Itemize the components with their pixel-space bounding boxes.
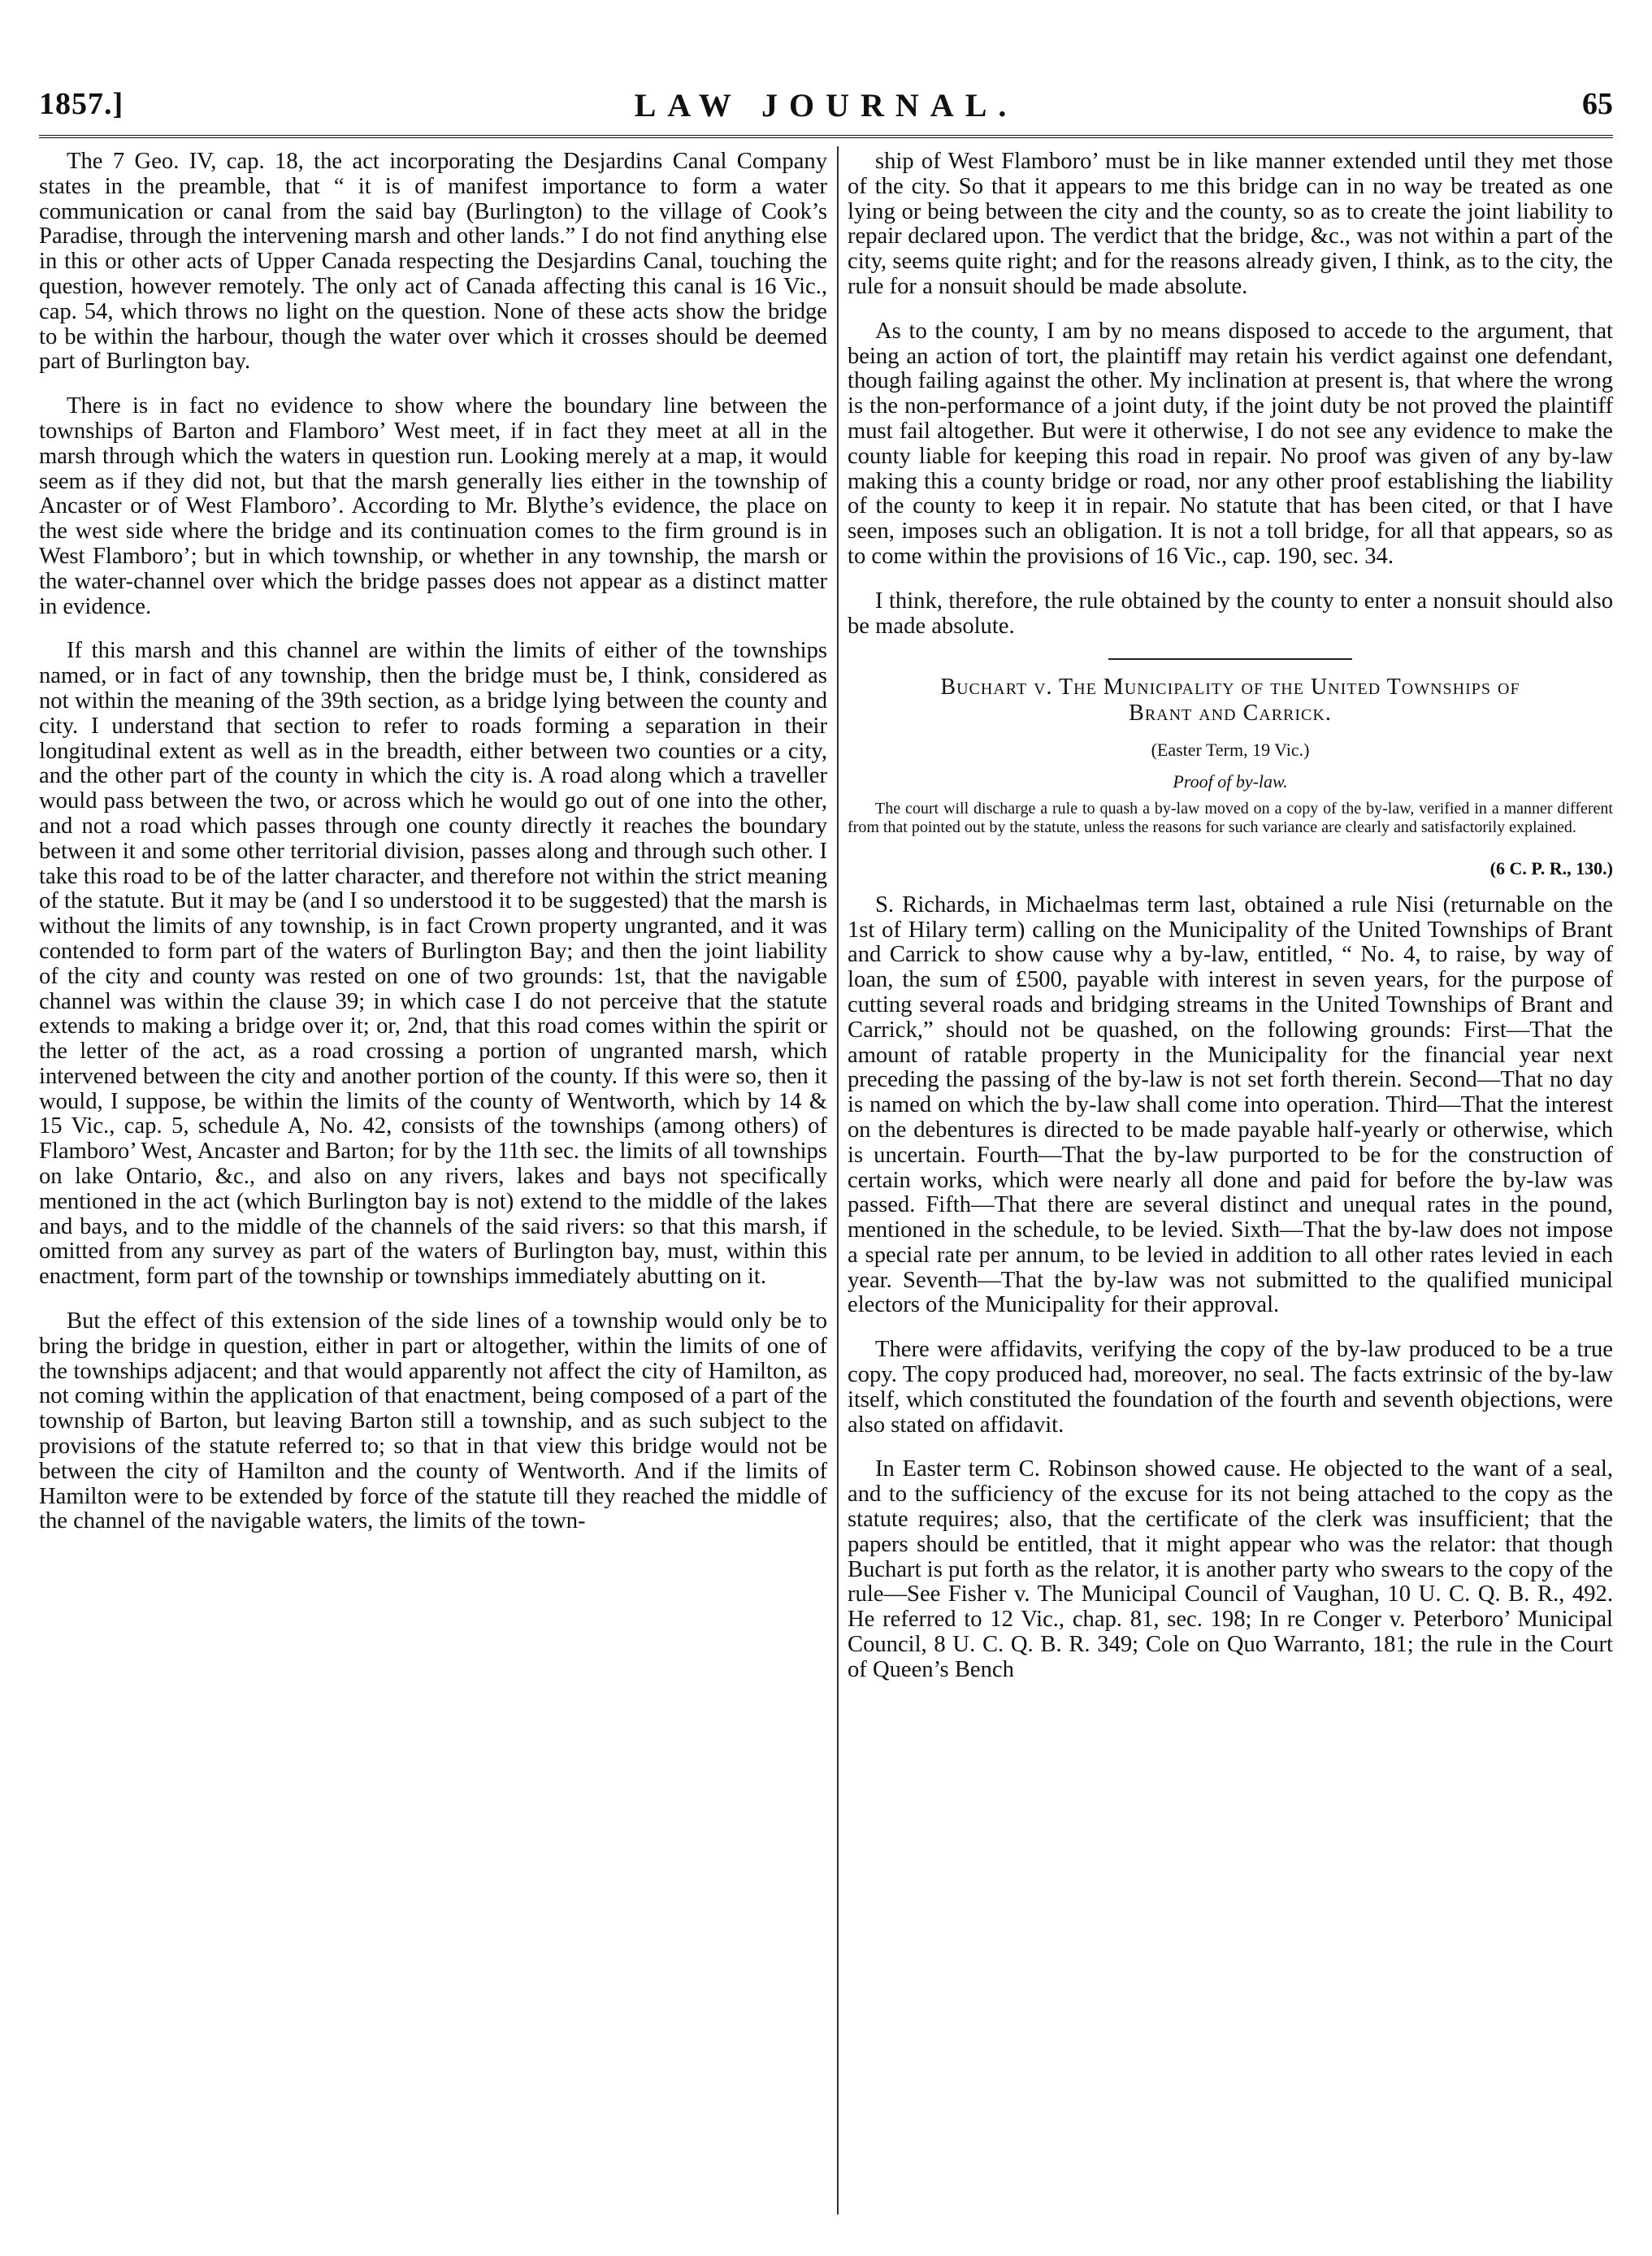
page-number: 65 xyxy=(1582,87,1613,121)
journal-title: LAW JOURNAL. xyxy=(634,87,1018,124)
header-year: 1857.] xyxy=(39,87,124,121)
case-headnote: The court will discharge a rule to quash a by-law moved on a copy of the by-law, verified in a manner different from that pointed out by the statute, unless the reasons for such variance are clearly and satisfactorily explained. xyxy=(848,799,1613,836)
paragraph: ship of West Flamboro’ must be in like manner extended until they met those of the city. So that it appears to me this bridge can in no way be treated as one lying or being between the city and the county, so as to create the joint liability to repair declared upon. The verdict that the bridge, &c., was not within a part of the city, seems quite right; and for the reasons already given, I think, as to the city, the rule for a nonsuit should be made absolute. xyxy=(848,149,1613,299)
paragraph: There is in fact no evidence to show where the boundary line between the townships of Barton and Flamboro’ West meet, if in fact they meet at all in the marsh through which the waters in question run. Looking merely at a map, it would seem as if they did not, but that the marsh generally lies either in the township of Ancaster or of West Flamboro’. According to Mr. Blythe’s evidence, the place on the west side where the bridge and its continuation comes to the firm ground is in West Flamboro’; but in which township, or whether in any township, the marsh or the water-channel over which the bridge passes does not appear as a distinct matter in evidence. xyxy=(39,393,827,619)
paragraph: If this marsh and this channel are within the limits of either of the townships named, or in fact of any township, then the bridge must be, I think, considered as not within the meaning of the 39th section, as a bridge lying between the county and city. I understand that section to refer to roads forming a separation in their longitudinal extent as well as in the breadth, either between two counties or a city, and the other part of the county in which the city is. A road along which a traveller would pass between the two, or across which he would go out of one into the other, and not a road which passes through one county directly it reaches the boundary between it and some other territorial division, passes along and through such other. I take this road to be of the latter character, and therefore not within the strict meaning of the statute. But it may be (and I so understood it to be suggested) that the marsh is without the limits of any township, is in fact Crown property ungranted, and it was contended to form part of the waters of Burlington Bay; and then the joint liability of the city and county was rested on one of two grounds: 1st, that the navigable channel was within the clause 39; in which case I do not perceive that the statute extends to making a bridge over it; or, 2nd, that this road comes within the spirit or the letter of the act, as a road crossing a portion of ungranted marsh, which intervened between the city and another portion of the county. If this were so, then it would, I suppose, be within the limits of the county of Wentworth, which by 14 & 15 Vic., cap. 5, schedule A, No. 42, consists of the townships (among others) of Flamboro’ West, Ancaster and Barton; for by the 11th sec. the limits of all townships on lake Ontario, &c., and also on any rivers, lakes and bays not specifically mentioned in the act (which Burlington bay is not) extend to the middle of the lakes and bays, and to the middle of the channels of the said rivers: so that this marsh, if omitted from any survey as part of the waters of Burlington bay, must, within this enactment, form part of the township or townships immediately abutting on it. xyxy=(39,638,827,1290)
journal-page xyxy=(39,81,1613,2210)
case-subject: Proof of by-law. xyxy=(1173,771,1288,792)
paragraph: In Easter term C. Robinson showed cause. He objected to the want of a seal, and to the sufficiency of the excuse for its not being attached to the copy as the statute requires; also, that the certificate of the clerk was insufficient; that the papers should be entitled, that it might appear who was the relator: that though Buchart is put forth as the relator, it is another party who swears to the copy of the rule—See Fisher v. The Municipal Council of Vaughan, 10 U. C. Q. B. R., 492. He referred to 12 Vic., chap. 81, sec. 198; In re Conger v. Peterboro’ Municipal Council, 8 U. C. Q. B. R. 349; Cole on Quo Warranto, 181; the rule in the Court of Queen’s Bench xyxy=(848,1456,1613,1682)
paragraph: As to the county, I am by no means disposed to accede to the argument, that being an action of tort, the plaintiff may retain his verdict against one defendant, though failing against the other. My inclination at present is, that where the wrong is the non-performance of a joint duty, if the joint duty be not proved the plaintiff must fail altogether. But were it otherwise, I do not see any evidence to make the county liable for keeping this road in repair. No proof was given of any by-law making this a county bridge or road, nor any other proof establishing the liability of the county to keep it in repair. No statute that has been cited, or that I have seen, imposes such an obligation. It is not a toll bridge, for all that appears, so as to come within the provisions of 16 Vic., cap. 190, sec. 34. xyxy=(848,318,1613,569)
case-separator-rule xyxy=(1108,658,1352,660)
paragraph: S. Richards, in Michaelmas term last, obtained a rule Nisi (returnable on the 1st of Hilary term) calling on the Municipality of the United Townships of Brant and Carrick to show cause why a by-law, entitled, “ No. 4, to raise, by way of loan, the sum of £500, payable with interest in seven years, for the purpose of cutting several roads and bridging streams in the United Townships of Brant and Carrick,” should not be quashed, on the following grounds: First—That the amount of ratable property in the Municipality for the financial year next preceding the passing of the by-law is not set forth therein. Second—That no day is named on which the by-law shall come into operation. Third—That the interest on the debentures is directed to be made payable half-yearly or otherwise, which is uncertain. Fourth—That the by-law purported to be for the construction of certain works, which were nearly all done and paid for before the by-law was passed. Fifth—That there are several distinct and unequal rates in the pound, mentioned in the schedule, to be levied. Sixth—That the by-law does not impose a special rate per annum, to be levied in addition to all other rates levied in each year. Seventh—That the by-law was not submitted to the qualified municipal electors of the Municipality for their approval. xyxy=(848,892,1613,1318)
right-column xyxy=(848,150,1613,1703)
column-divider xyxy=(837,146,839,2215)
paragraph: I think, therefore, the rule obtained by the county to enter a nonsuit should also be made absolute. xyxy=(848,588,1613,639)
left-column xyxy=(39,150,827,1554)
paragraph: But the effect of this extension of the side lines of a township would only be to bring the bridge in question, either in part or altogether, within the limits of one of the townships adjacent; and that would apparently not affect the city of Hamilton, as not coming within the application of that enactment, being composed of a part of the township of Barton, but leaving Barton still a township, and as such subject to the provisions of the statute referred to; so that in that view this bridge would not be between the city of Hamilton and the county of Wentworth. And if the limits of Hamilton were to be extended by force of the statute till they reached the middle of the channel of the navigable waters, the limits of the town- xyxy=(39,1308,827,1534)
case-title-line: Brant and Carrick. xyxy=(1129,701,1332,727)
case-term: (Easter Term, 19 Vic.) xyxy=(1151,740,1310,761)
running-header xyxy=(39,81,1613,124)
header-rule xyxy=(39,135,1613,138)
case-title xyxy=(848,675,1613,727)
paragraph: There were affidavits, verifying the copy of the by-law produced to be a true copy. The copy produced had, moreover, no seal. The facts extrinsic of the by-law itself, which constituted the foundation of the fourth and seventh objections, were also stated on affidavit. xyxy=(848,1337,1613,1438)
case-title-line: Buchart v. The Municipality of the United Townships of xyxy=(940,675,1520,701)
case-citation: (6 C. P. R., 130.) xyxy=(1489,857,1613,879)
paragraph: The 7 Geo. IV, cap. 18, the act incorporating the Desjardins Canal Company states in the preamble, that “ it is of manifest importance to form a water communication or canal from the said bay (Burlington) to the village of Cook’s Paradise, through the intervening marsh and other lands.” I do not find anything else in this or other acts of Upper Canada respecting the Desjardins Canal, touching the question, however remotely. The only act of Canada affecting this canal is 16 Vic., cap. 54, which throws no light on the question. None of these acts show the bridge to be within the harbour, though the water over which it crosses should be deemed part of Burlington bay. xyxy=(39,149,827,375)
